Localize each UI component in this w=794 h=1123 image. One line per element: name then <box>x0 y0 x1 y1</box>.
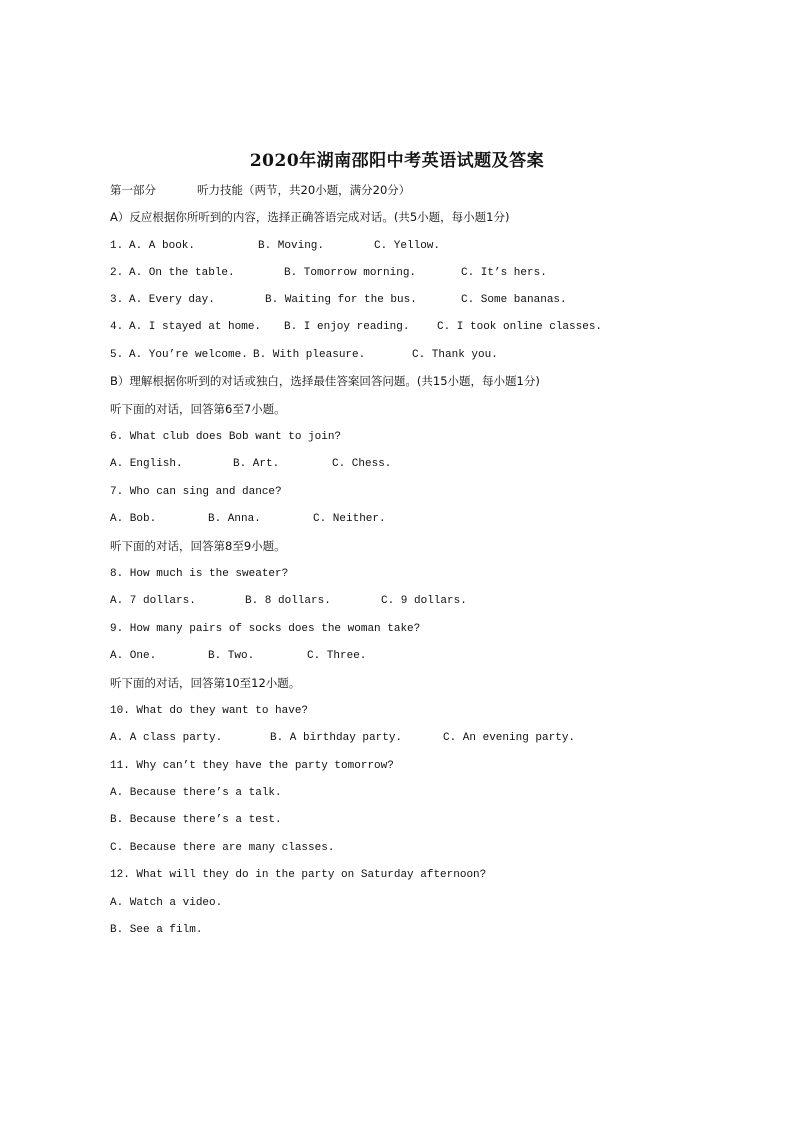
dialog-intro-6-7: 听下面的对话，回答第6至7小题。 <box>110 402 286 416</box>
dialog-intro-8-9: 听下面的对话，回答第8至9小题。 <box>110 539 286 553</box>
q10-text: 10. What do they want to have? <box>110 705 309 717</box>
q12-option-a: A. Watch a video. <box>110 897 223 909</box>
q1-option-c: C. Yellow. <box>374 240 441 252</box>
q8-text: 8. How much is the sweater? <box>110 568 289 580</box>
q4-option-b: B. I enjoy reading. <box>284 321 410 333</box>
q9-option-c: C. Three. <box>307 650 367 662</box>
part1-description: 听力技能（两节，共20小题，满分20分） <box>197 183 411 197</box>
q7-option-a: A. Bob. <box>110 513 157 525</box>
q8-option-c: C. 9 dollars. <box>381 595 467 607</box>
q7-option-c: C. Neither. <box>313 513 386 525</box>
q11-option-b: B. Because there’s a test. <box>110 814 282 826</box>
q1-option-b: B. Moving. <box>258 240 325 252</box>
q5-option-b: B. With pleasure. <box>253 349 366 361</box>
page-title: 2020年湖南邵阳中考英语试题及答案 <box>249 151 545 171</box>
q9-text: 9. How many pairs of socks does the woman take? <box>110 623 421 635</box>
q9-option-a: A. One. <box>110 650 157 662</box>
q4-option-a: A. I stayed at home. <box>129 321 262 333</box>
q12-text: 12. What will they do in the party on Saturday afternoon? <box>110 869 487 881</box>
q3-option-c: C. Some bananas. <box>461 294 567 306</box>
q7-option-b: B. Anna. <box>208 513 261 525</box>
q5-number: 5. <box>110 349 124 361</box>
q8-option-a: A. 7 dollars. <box>110 595 196 607</box>
part1-label: 第一部分 <box>110 183 156 197</box>
q2-number: 2. <box>110 267 124 279</box>
q5-option-a: A. You’re welcome. <box>129 349 248 361</box>
q10-option-b: B. A birthday party. <box>270 732 403 744</box>
q4-option-c: C. I took online classes. <box>437 321 603 333</box>
q6-text: 6. What club does Bob want to join? <box>110 431 342 443</box>
q10-option-c: C. An evening party. <box>443 732 576 744</box>
q6-option-b: B. Art. <box>233 458 280 470</box>
q9-option-b: B. Two. <box>208 650 255 662</box>
q11-text: 11. Why can’t they have the party tomorrow? <box>110 760 394 772</box>
q12-option-b: B. See a film. <box>110 924 203 936</box>
q2-option-c: C. It’s hers. <box>461 267 547 279</box>
q7-text: 7. Who can sing and dance? <box>110 486 282 498</box>
q2-option-b: B. Tomorrow morning. <box>284 267 417 279</box>
q2-option-a: A. On the table. <box>129 267 235 279</box>
q1-option-a: A. A book. <box>129 240 196 252</box>
q11-option-c: C. Because there are many classes. <box>110 842 335 854</box>
dialog-intro-10-12: 听下面的对话，回答第10至12小题。 <box>110 676 301 690</box>
q1-number: 1. <box>110 240 124 252</box>
q8-option-b: B. 8 dollars. <box>245 595 331 607</box>
q4-number: 4. <box>110 321 124 333</box>
q6-option-c: C. Chess. <box>332 458 392 470</box>
q5-option-c: C. Thank you. <box>412 349 498 361</box>
q3-option-a: A. Every day. <box>129 294 215 306</box>
section-a-instruction: A）反应根据你所听到的内容，选择正确答语完成对话。(共5小题，每小题1分) <box>110 210 510 224</box>
q6-option-a: A. English. <box>110 458 183 470</box>
q3-number: 3. <box>110 294 124 306</box>
q11-option-a: A. Because there’s a talk. <box>110 787 282 799</box>
q10-option-a: A. A class party. <box>110 732 223 744</box>
section-b-instruction: B）理解根据你听到的对话或独白，选择最佳答案回答问题。(共15小题，每小题1分) <box>110 374 540 388</box>
q3-option-b: B. Waiting for the bus. <box>265 294 417 306</box>
